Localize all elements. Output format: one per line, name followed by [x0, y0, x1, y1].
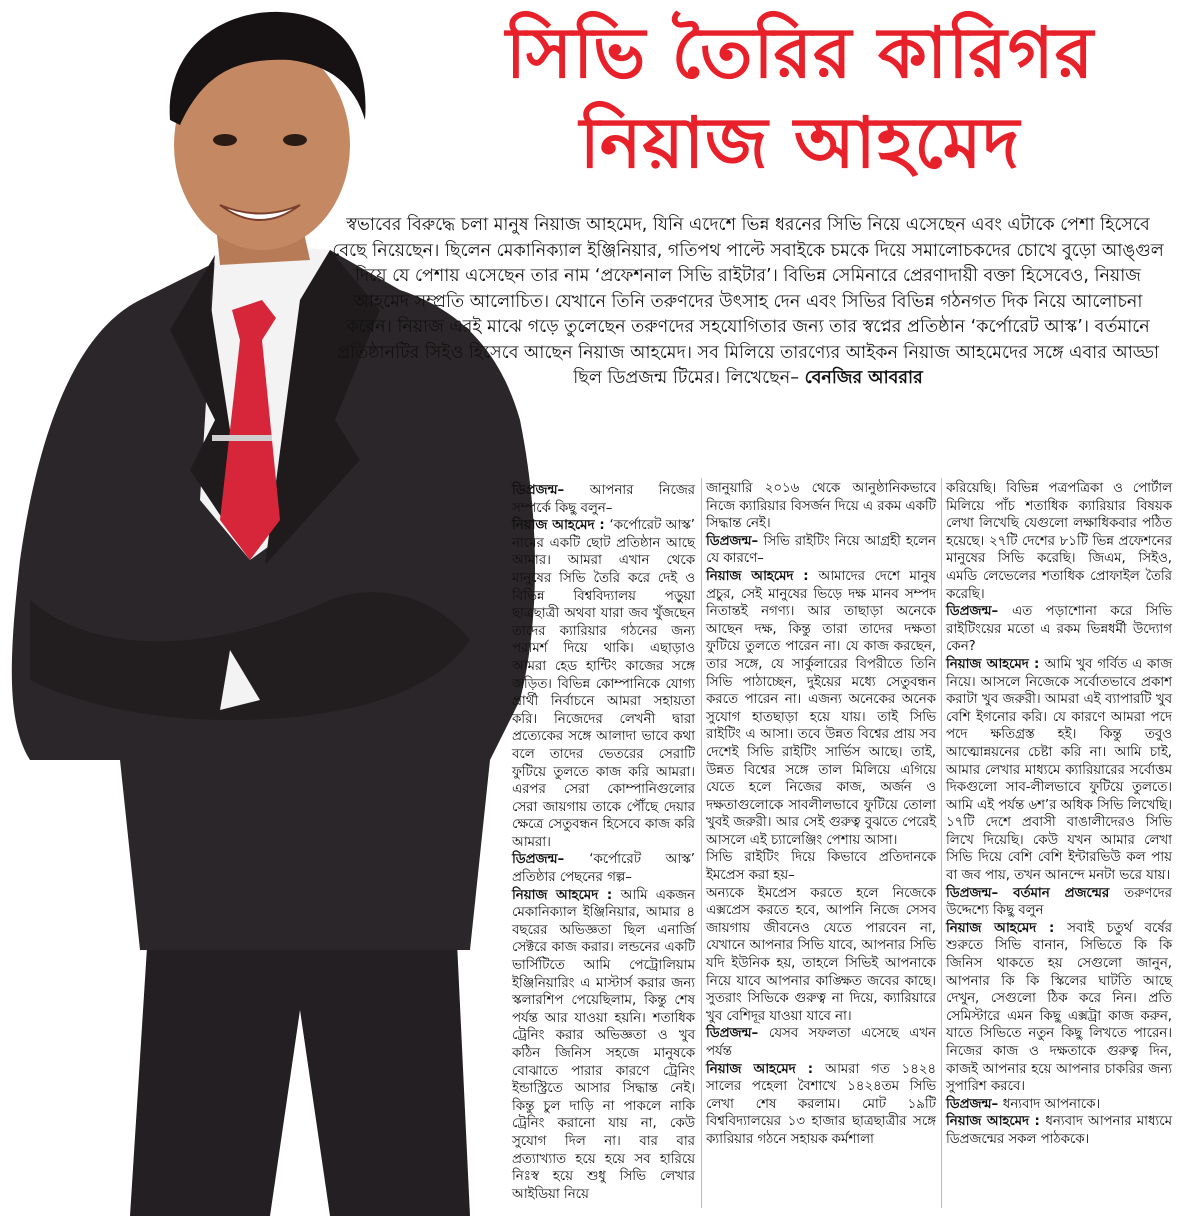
article-paragraph — [946, 920, 1172, 1096]
interviewee-label: নিয়াজ আহমেদ : — [512, 887, 621, 903]
intro-paragraph — [330, 213, 1166, 392]
headline-line-2: নিয়াজ আহমেদ — [579, 102, 1021, 184]
article-column-2 — [706, 480, 936, 1149]
article-column-3 — [946, 480, 1172, 1149]
article-paragraph — [946, 480, 1172, 603]
paragraph-text: আমরা গত ১৪২৪ সালের পহেলা বৈশাখে ১৪২৪তম সিভি লেখা শেষ করলাম। মোট ১৯টি বিশ্ববিদ্যালয়ের ১৩ হাজার ছাত্রছাত্রীর সঙ্গে ক্যারিয়ার গঠনে সহায়ক কর্মশালা — [706, 1061, 936, 1147]
paragraph-text: যেসব সফলতা এসেছে এখন পর্যন্ত — [706, 1026, 936, 1059]
left-eye — [213, 134, 237, 146]
paragraph-text: আমি একজন মেকানিক্যাল ইঞ্জিনিয়ার, আমার ৪ বছরের অভিজ্ঞতা ছিল এনার্জি সেক্টরে কাজ করার। লন্ডনের একটি ভার্সিটিতে আমি পেট্রোলিয়াম ইঞ্জিনিয়ারিং এ মাস্টার্স করার জন্য স্কলারশিপ পেয়েছিলাম, কিন্তু শেষ পর্যন্ত আর যাওয়া হয়নি। শতাধিক ট্রেনিং করার অভিজ্ঞতা ও খুব কঠিন জিনিস সহজে মানুষকে বোঝাতে পারার কারণে ট্রেনিং ইন্ডাস্ট্রিতে আসার সিদ্ধান্ত নেই। কিন্তু চুল দাড়ি না পাকলে নাকি ট্রেনিং করানো যায় না, কেউ সুযোগ দিল না। বার বার প্রত্যাখ্যাত হয়ে হয়ে সব হারিয়ে নিঃস্ব হয়ে শুধু সিভি লেখার আইডিয়া নিয়ে — [512, 887, 695, 1202]
paragraph-text: ‘কর্পোরেট আস্ক’ প্রতিষ্ঠার পেছনের গল্প– — [512, 852, 695, 886]
article-paragraph — [706, 849, 936, 884]
article-paragraph — [706, 1061, 936, 1149]
intro-text: স্বভাবের বিরুদ্ধে চলা মানুষ নিয়াজ আহমেদ, যিনি এদেশে ভিন্ন ধরনের সিভি নিয়ে এসেছেন এবং এটাকে পেশা হিসেবে বেছে নিয়েছেন। ছিলেন মেকানিক্যাল ইঞ্জিনিয়ার, গতিপথ পাল্টে সবাইকে চমকে দিয়ে সমালোচকদের চোখে বুড়ো আঙ্গুল দিয়ে যে পেশায় এসেছেন তার নাম ‘প্রফেশনাল সিভি রাইটার’। বিভিন্ন সেমিনারে প্রেরণাদায়ী বক্তা হিসেবেও, নিয়াজ আহমেদ সম্প্রতি আলোচিত। যেখানে তিনি তরুণদের উৎসাহ দেন এবং সিভির বিভিন্ন গঠনগত দিক নিয়ে আলোচনা করেন। নিয়াজ এরই মাঝে গড়ে তুলেছেন তরুণদের সহযোগিতার জন্য তার স্বপ্নের প্রতিষ্ঠান ‘কর্পোরেট আস্ক’। বর্তমানে প্রতিষ্ঠানটির সিইও হিসেবে আছেন নিয়াজ আহমেদ। সব মিলিয়ে তারণ্যের আইকন নিয়াজ আহমেদের সঙ্গে এবার আড্ডা ছিল ডিপ্রজন্ম টিমের। লিখেছেন– — [332, 215, 1164, 388]
interviewer-label: ডিপ্রজন্ম– — [946, 604, 1012, 620]
column-divider — [701, 478, 702, 1208]
article-paragraph — [706, 1025, 936, 1060]
article-paragraph — [946, 603, 1172, 656]
paragraph-text: আমি খুব গর্বিত এ কাজ নিয়ে। আসলে নিজেকে সর্বোতভাবে প্রকাশ করাটা খুব জরুরী। আমরা এই ব্যাপারটি খুব বেশি ইগনোর করি। যে কারণে আমরা পদে পদে ক্ষতিগ্রস্ত হই। কিন্তু তবুও আত্মোন্নয়নের চেষ্টা করি না। আমি চাই, আমার লেখার মাধ্যমে ক্যারিয়ারের সর্বোত্তম দিকগুলো সাব-লীলভাবে ফুটিয়ে তুলতে। আমি এই পর্যন্ত ৬শ’র অধিক সিভি লিখেছি। ১৭টি দেশে প্রবাসী বাঙালীদেরও সিভি লিখে দিয়েছি। কেউ যখন আমার লেখা সিভি দিয়ে বেশি বেশি ইন্টারভিউ কল পায় বা জব পায়, তখন আনন্দে মনটা ভরে যায়। — [946, 656, 1172, 884]
paragraph-text: ‘কর্পোরেট আস্ক’ নামের একটি ছোট প্রতিষ্ঠান আছে আমার। আমরা এখান থেকে মানুষের সিভি তৈরি করে দেই ও বিভিন্ন বিশ্ববিদ্যালয় পড়ুয়া ছাত্রছাত্রী অথবা যারা জব খুঁজছেন তাদের ক্যারিয়ার গঠনের জন্য পরামর্শ দিয়ে থাকি। এছাড়াও আমরা হেড হান্টিং কাজের সঙ্গে জড়িত। বিভিন্ন কোম্পানিকে যোগ্য প্রার্থী নির্বাচনে আমরা সহায়তা করি। নিজেদের লেখনী দ্বারা প্রত্যেকের সঙ্গে আলাদা ভাবে কথা বলে তাদের ভেতরের সেরাটি ফুটিয়ে তুলতে কাজ করি আমরা। এরপর সেরা কোম্পানিগুলোর সেরা জায়গায় তাকে পৌঁছে দেয়ার ক্ষেত্রে সেতুবন্ধন হিসেবে কাজ করি আমরা। — [512, 518, 695, 850]
article-column-1 — [512, 482, 695, 1203]
interviewee-label: নিয়াজ আহমেদ : — [512, 518, 610, 534]
author-name: বেনজির আবরার — [804, 368, 923, 388]
article-paragraph — [512, 851, 695, 886]
article-paragraph — [946, 885, 1172, 920]
paragraph-text: ধন্যবাদ আপনার মাধ্যমে ডিপ্রজন্মের সকল পাঠককে। — [946, 1114, 1172, 1147]
article-paragraph — [706, 885, 936, 1026]
right-eye — [283, 134, 307, 146]
interviewer-label: ডিপ্রজন্ম– — [706, 1026, 769, 1042]
article-paragraph — [512, 887, 695, 1204]
paragraph-text: এত পড়াশোনা করে সিভি রাইটিংয়ের মতো এ রকম ভিন্নধর্মী উদ্যোগ কেন? — [946, 604, 1172, 655]
paragraph-text: করিয়েছি। বিভিন্ন পত্রপত্রিকা ও পোর্টাল মিলিয়ে পাঁচ শতাধিক ক্যারিয়ার বিষয়ক লেখা লিখেছি যেগুলো লক্ষাধিকবার পঠিত হয়েছে। ২৭টি দেশের ৮১টি ভিন্ন প্রফেশনের মানুষের সিভি করেছি। জিএম, সিইও, এমডি লেভেলের শতাধিক প্রোফাইল তৈরি করেছি। — [946, 481, 1172, 602]
article-paragraph — [946, 656, 1172, 885]
article-paragraph — [512, 517, 695, 851]
paragraph-text: তরুণদের উদ্দেশ্যে কিছু বলুন — [946, 885, 1172, 919]
tie-clip — [212, 435, 272, 441]
paragraph-text: সিভি রাইটিং নিয়ে আগ্রহী হলেন যে কারণে– — [706, 533, 936, 567]
paragraph-text: সিভি রাইটিং দিয়ে কিভাবে প্রতিদানকে ইমপ্রেস করা হয়– — [706, 850, 936, 884]
interviewee-label: নিয়াজ আহমেদ : — [706, 568, 819, 584]
paragraph-text: আমাদের দেশে মানুষ প্রচুর, সেই মানুষের ভিড়ে দক্ষ মানব সম্পদ নিতান্তই নগণ্য। আর তাছাড়া অনেকে আছেন দক্ষ, কিন্তু তারা তাদের দক্ষতা ফুটিয়ে তুলতে পারেন না। যে কাজ করছেন, তার সঙ্গে, যে সার্কুলারের বিপরীতে তিনি সিভি পাঠাচ্ছেন, দুইয়ের মধ্যে সেতুবন্ধন করতে পারেন না। এজন্য অনেকের অনেক সুযোগ হাতছাড়া হয়ে যায়। তাই সিভি রাইটিং এ আসা। তবে উন্নত বিশ্বের প্রায় সব দেশেই সিভি রাইটিং সার্ভিস আছে। তাই, উন্নত বিশ্বের সঙ্গে তাল মিলিয়ে এগিয়ে যেতে হলে নিজের কাজ, অর্জন ও দক্ষতাগুলোকে সাবলীলভাবে ফুটিয়ে তোলা খুবই জরুরী। আর সেই গুরুত্ব বুঝতে পেরেই আসলে এই চ্যালেঞ্জিং পেশায় আসা। — [706, 568, 936, 848]
article-paragraph — [946, 1113, 1172, 1148]
interviewer-label: ডিপ্রজন্ম– — [512, 852, 590, 868]
paragraph-text: ধন্যবাদ আপনাকে। — [1002, 1096, 1101, 1112]
interviewee-label: নিয়াজ আহমেদ : — [946, 920, 1068, 936]
paragraph-text: আপনার নিজের সম্পর্কে কিছু বলুন– — [512, 483, 695, 516]
interviewee-label: নিয়াজ আহমেদ : — [706, 1061, 826, 1077]
interviewee-label: নিয়াজ আহমেদ : — [946, 656, 1045, 672]
headline-line-1: সিভি তৈরির কারিগর — [505, 12, 1095, 94]
article-paragraph — [512, 482, 695, 517]
article-paragraph — [706, 533, 936, 568]
paragraph-text: সবাই চতুর্থ বর্ষের শুরুতে সিভি বানান, সিভিতে কি কি জিনিস থাকতে হয় সেগুলো জানুন, আপনার কি কি স্কিলের ঘাটতি আছে দেখুন, সেগুলো ঠিক করে নিন। প্রতি সেমিস্টারে এমন কিছু এক্সট্রা কাজ করুন, যাতে সিভিতে নতুন কিছু লিখতে পারেন। নিজের কাজ ও দক্ষতাকে গুরুত্ব দিন, কাজই আপনার হয়ে আপনার চাকরির জন্য সুপারিশ করবে। — [946, 920, 1172, 1095]
interviewer-label: ডিপ্রজন্ম– বর্তমান প্রজন্মের — [946, 885, 1125, 901]
paragraph-text: অন্যকে ইমপ্রেস করতে হলে নিজেকে এক্সপ্রেস করতে হবে, আপনি নিজে সেসব জায়গায় জীবনেও যেতে পারবেন না, যেখানে আপনার সিভি যাবে, আপনার সিভি যদি ইউনিক হয়, তাহলে সিভিই আপনাকে নিয়ে যাবে আপনার কাঙ্ক্ষিত জবের কাছে। সুতরাং সিভিকে গুরুত্ব না দিয়ে, ক্যারিয়ারে খুব বেশিদূর যাওয়া যাবে না। — [706, 885, 936, 1024]
article-paragraph — [706, 568, 936, 850]
interviewee-label: নিয়াজ আহমেদ : — [946, 1114, 1046, 1130]
article-paragraph — [706, 480, 936, 533]
interviewer-label: ডিপ্রজন্ম– — [706, 533, 764, 549]
article-paragraph — [946, 1096, 1172, 1114]
interviewer-label: ডিপ্রজন্ম– — [512, 483, 590, 498]
column-divider — [941, 478, 942, 1208]
paragraph-text: জানুয়ারি ২০১৬ থেকে আনুষ্ঠানিকভাবে নিজে ক্যারিয়ার বিসর্জন দিয়ে এ রকম একটি সিদ্ধান্ত নেই। — [706, 481, 936, 532]
interviewer-label: ডিপ্রজন্ম– — [946, 1096, 1003, 1112]
